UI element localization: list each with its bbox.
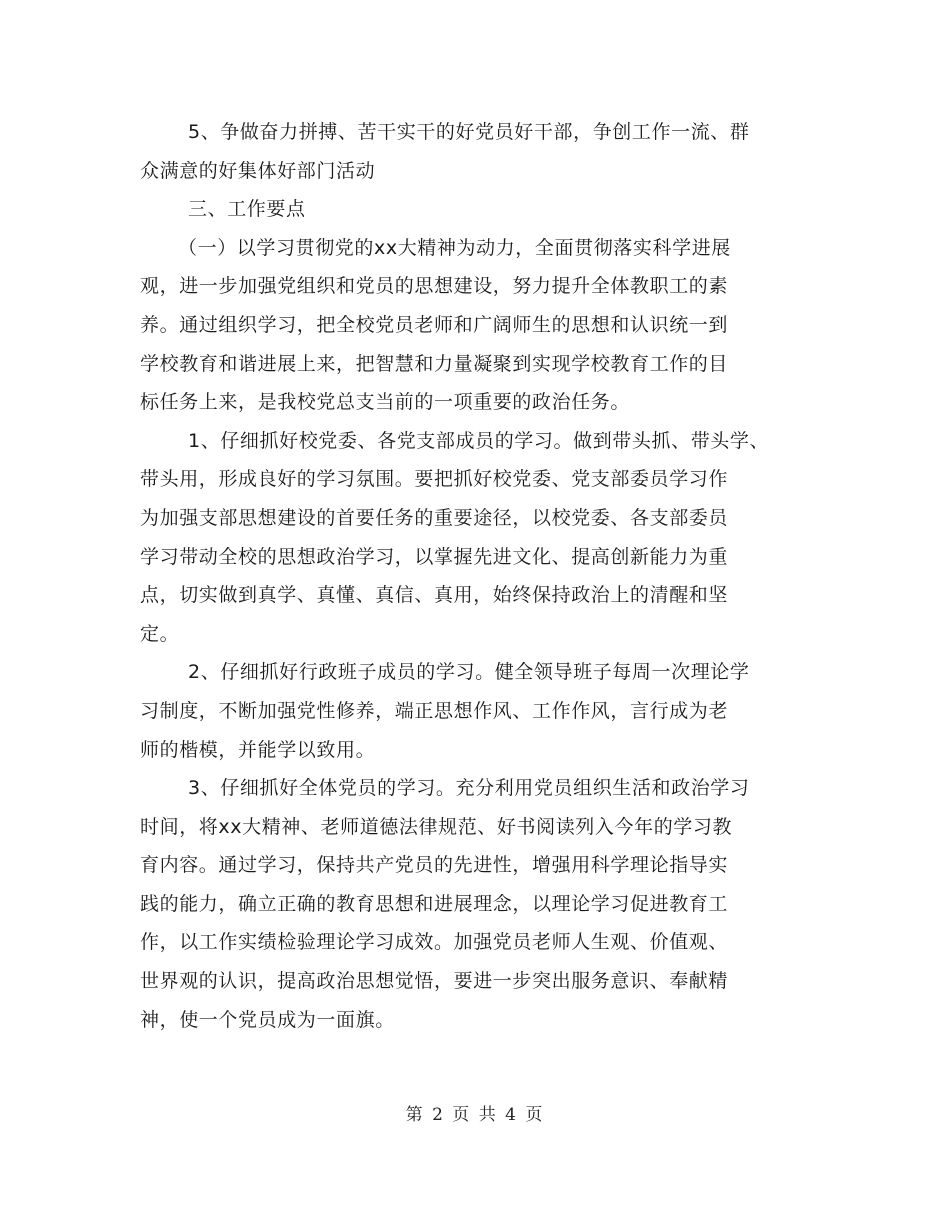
paragraph-line: 点，切实做到真学、真懂、真信、真用，始终保持政治上的清醒和坚 [140, 584, 729, 607]
document-body [140, 113, 830, 1039]
paragraph-line: 践的能力，确立正确的教育思想和进展理念，以理论学习促进教育工 [140, 892, 729, 915]
paragraph-line: 养。通过组织学习，把全校党员老师和广阔师生的思想和认识统一到 [140, 313, 729, 336]
paragraph-line: 众满意的好集体好部门活动 [140, 159, 376, 182]
paragraph-line: 定。 [140, 622, 180, 645]
page-number-footer: 第 2 页 共 4 页 [405, 1105, 545, 1125]
paragraph-line: 育内容。通过学习，保持共产党员的先进性，增强用科学理论指导实 [140, 854, 729, 877]
paragraph-line: 标任务上来，是我校党总支当前的一项重要的政治任务。 [140, 391, 631, 414]
paragraph-line: 时间，将xx大精神、老师道德法律规范、好书阅读列入今年的学习教 [140, 815, 733, 838]
paragraph-line: 5、争做奋力拼搏、苦干实干的好党员好干部，争创工作一流、群 [188, 121, 750, 143]
paragraph-line: 师的楷模，并能学以致用。 [140, 738, 376, 761]
paragraph-line: 带头用，形成良好的学习氛围。要把抓好校党委、党支部委员学习作 [140, 468, 729, 491]
paragraph-line: 观，进一步加强党组织和党员的思想建设，努力提升全体教职工的素 [140, 275, 729, 298]
paragraph-line: 神，使一个党员成为一面旗。 [140, 1008, 395, 1031]
paragraph-line: 为加强支部思想建设的首要任务的重要途径，以校党委、各支部委员 [140, 506, 729, 529]
paragraph-line: 学校教育和谐进展上来，把智慧和力量凝聚到实现学校教育工作的目 [140, 352, 729, 375]
paragraph-line: 习制度，不断加强党性修养，端正思想作风、工作作风，言行成为老 [140, 699, 729, 722]
paragraph-line: 作，以工作实绩检验理论学习成效。加强党员老师人生观、价值观、 [140, 931, 729, 954]
paragraph-line: 2、仔细抓好行政班子成员的学习。健全领导班子每周一次理论学 [188, 661, 750, 684]
paragraph-line: 3、仔细抓好全体党员的学习。充分利用党员组织生活和政治学习 [188, 777, 750, 800]
section-heading: 三、工作要点 [188, 198, 306, 221]
paragraph-line: 1、仔细抓好校党委、各党支部成员的学习。做到带头抓、带头学、 [188, 429, 770, 452]
paragraph-line: 学习带动全校的思想政治学习，以掌握先进文化、提高创新能力为重 [140, 545, 729, 568]
paragraph-line: （一）以学习贯彻党的xx大精神为动力，全面贯彻落实科学进展 [178, 236, 731, 259]
paragraph-line: 世界观的认识，提高政治思想觉悟，要进一步突出服务意识、奉献精 [140, 970, 729, 993]
